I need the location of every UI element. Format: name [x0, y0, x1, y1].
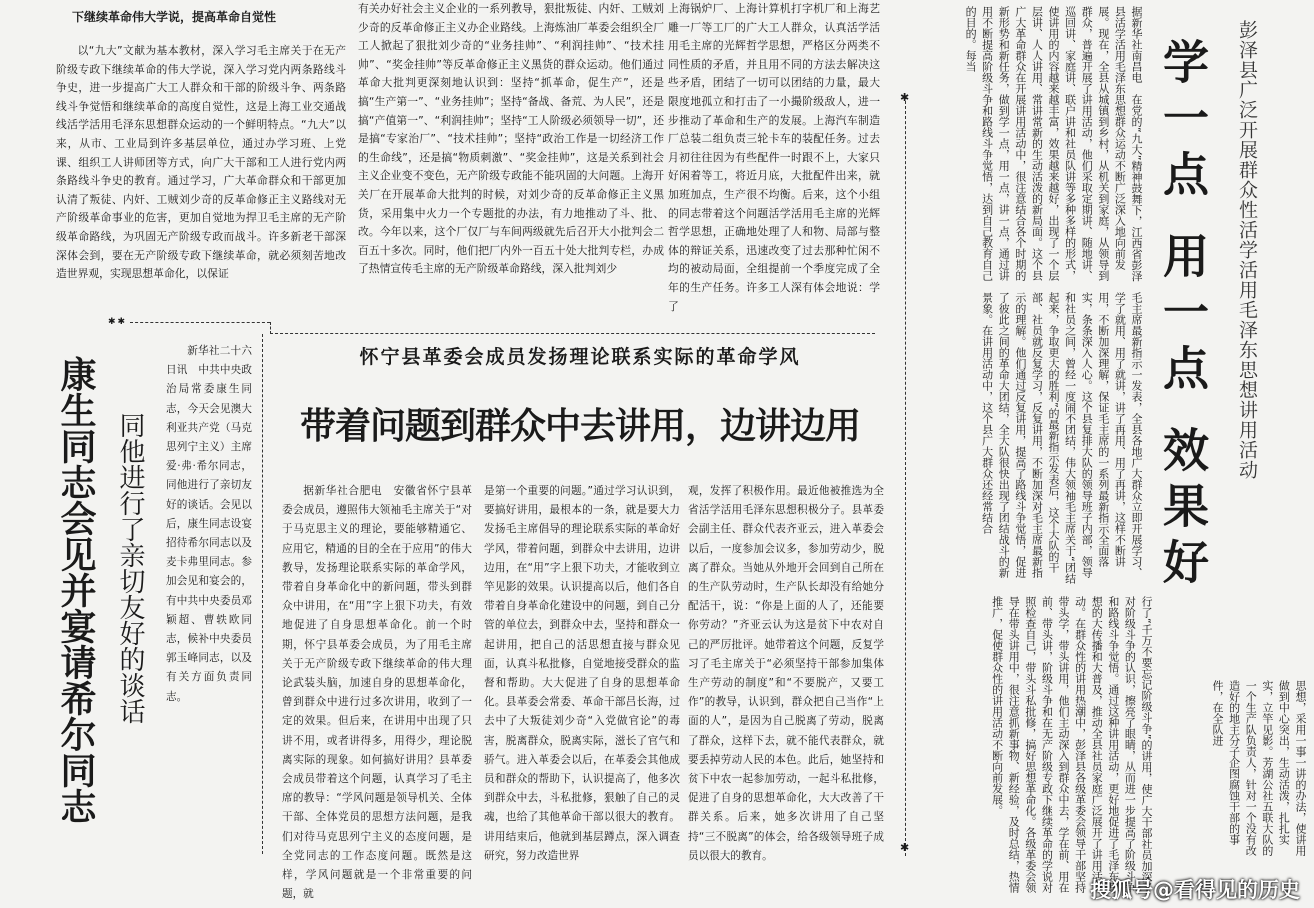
middle-article-column-1: 据新华社合肥电 安徽省怀宁县革委会成员，遵照伟大领袖毛主席关于“对于马克思主义的理论，要能够精通它、应用它，精通的目的全在于应用”的伟大教导，发扬理论联系实际的革命学风，带着自身革命化中的新问题，带头到群众中讲用，在“用”字上狠下功夫，有效地促进了自身思想革命化。前一个时期，怀宁县革委会成员，为了用毛主席关于无产阶级专政下继续革命的伟大理论武装头脑，加速自身的思想革命化，曾到群众中进行过多次讲用，收到了一定的效果。但后来，在讲用中出现了只讲不用，或者讲得多，用得少，理论脱离实际的现象。如何搞好讲用？县革委会成员带着这个问题，认真学习了毛主席的教导：“学风问题是领导机关、全体干部、全体党员的思想方法问题，是我们对待马克思列宁主义的态度问题，是全党同志的工作态度问题。既然是这样，学风问题就是一个非常重要的问题，就 [282, 485, 472, 901]
watermark: 搜狐号@看得见的历史 [1090, 878, 1300, 902]
right-article-headline: 学一点 用一点 效果好 [1156, 38, 1210, 595]
divider-star: ✱ [900, 91, 910, 104]
right-article-column-b: 毛主席最新指示一发表，全县各地广大群众立即开展学习、学了就用、用了就讲，讲了再用、用了再讲，这样不断讲用，不断加深理解，保证毛主席的一系列最新指示全面落实，条条深入人心。这个县复排大队的领导班子内部，领导和社员之间，曾经一度闹不团结，伟大领袖毛主席关于“团结起来，争取更大的胜利”的最新指示发表后，这个大队的干部、社员就反复学习，反复讲用，不断加深对毛主席最新指示的理解。他们通过反复讲用，提高了路线斗争觉悟，促进了彼此之间的革命大团结，全大队很快出现了团结战斗的新景象。在讲用活动中，这个县广大群众还经常结合 [980, 292, 1143, 584]
middle-article-column-2: 是第一个重要的问题。”通过学习认识到，要搞好讲用，最根本的一条，就是要大力发扬毛主席倡导的理论联系实际的革命好学风，带着问题，到群众中去讲用，边讲边用，在“用”字上狠下功夫，才能收到立竿见影的效果。认识提高以后，他们各自带着自身革命化建设中的问题，到自己分管的单位去，到群众中去，坚持和群众一起讲用，把自己的活思想直接与群众见面，认真斗私批修，自觉地接受群众的监督和帮助。大大促进了自身的思想革命化。县革委会常委、革命干部吕长海，过去中了大叛徒刘少奇“入党做官论”的毒害，脱离群众，脱离实际，滋长了官气和骄气。进入革委会以后，在革委会其他成员和群众的帮助下，认识提高了，他多次到群众中去，斗私批修，狠触了自己的灵魂，也给了其他革命干部以很大的教育。讲用结束后，他就到基层蹲点，深入调查研究，努力改造世界 [484, 485, 680, 862]
left-article-body: 新华社二十六日讯 中共中央政治局常委康生同志，今天会见澳大利亚共产党（马克思列宁主义）主席爱·弗·希尔同志，同他进行了亲切友好的谈话。会见以后，康生同志设宴招待希尔同志以及麦卡弗里同志。参加会见和宴会的，有中共中央委员邓颖超、曹轶欧同志，候补中央委员郭玉峰同志，以及有关方面负责同志。 [166, 345, 252, 703]
article-column-1: 以“九大”文献为基本教材，深入学习毛主席关于在无产阶级专政下继续革命的伟大学说，深入学习党内两条路线斗争史，进一步提高广大工人群众和干部的阶级斗争、两条路线斗争觉悟和继续革命的高度自觉性，这是上海工业交通战线活学活用毛泽东思想群众运动的一个鲜明特点。“九大”以来，从市、工业局到许多基层单位，通过办学习班、上党课、组织工人讲师团等方式，向广大干部和工人进行党内两条路线斗争史的教育。通过学习，广大革命群众和干部更加认清了叛徒、内奸、工贼刘少奇的反革命修正主义路线对无产阶级革命事业的危害，更加自觉地为捍卫毛主席的无产阶级革命路线，为巩固无产阶级专政而战斗。许多新老干部深深体会到，要在无产阶级专政下继续革命，就必须刻苦地改造世界观，实现思想革命化，以保证 [56, 44, 346, 281]
right-article-column-a: 据新华社南昌电 在党的“九大”精神鼓舞下，江西省彭泽县活学活用毛泽东思想群众运动不断广泛深入地向前发展。现在，全县从城镇到乡村，从机关到家庭，从领导到群众，普遍开展了讲用活动，他们采取定期讲、随地讲、巡回讲、家庭讲、联户讲和社员队讲等多种多样的形式，使讲用的内容越来越丰富，效果越来越好，出现了一个层层讲、人人讲用、常讲常新的生动活泼的新局面。这个县广大革命群众在开展讲用活动中，很注意结合各个时期的新形势和新任务，做到学一点，用一点，讲一点，通过讲用不断提高阶级斗争和路线斗争觉悟，达到自己教育自己的目的。每当 [964, 6, 1143, 282]
section-divider [262, 334, 263, 854]
divider-star: ✱ [900, 841, 910, 854]
right-article-kicker: 彭泽县广泛开展群众性活学活用毛泽东思想讲用活动 [1236, 20, 1258, 480]
right-article-column-d: 思想，采用一事一讲的办法，使讲用做到中心突出，生动活泼，扎扎实实，立竿见影。芳湖公社五联大队的一个生产队负责人，针对一个没有改造好的地主分子企图腐蚀干部的事件，在全队进 [1211, 680, 1307, 856]
left-article-headline: 康生同志会见并宴请希尔同志 [55, 356, 96, 824]
top-left-subhead: 下继续革命伟大学说，提高革命自觉性 [72, 10, 277, 24]
column-divider [905, 96, 906, 856]
left-article-subhead: 同他进行了亲切友好的谈话 [115, 412, 145, 724]
section-divider [130, 322, 270, 323]
middle-article-column-3: 观，发挥了积极作用。最近他被推选为全省活学活用毛泽东思想积极分子。县革委会副主任、群众代表齐亚云，进入革委会以后，一度参加会议多，参加劳动少，脱离了群众。当她从外地开会回到自己所在的生产队劳动时，生产队长却没有给她分配活干，说：“你是上面的人了，还能要你劳动？”齐亚云认为这是贫下中农对自己的严厉批评。她带着这个问题，反复学习了毛主席关于“必须坚持干部参加集体生产劳动的制度”和“不要脱产，又要工作”的教导，认识到，群众把自己当作“上面的人”，是因为自己脱离了劳动，脱离了群众，这样下去，就不能代表群众，就要丢掉劳动人民的本色。此后，她坚持和贫下中农一起参加劳动，一起斗私批修，促进了自身的思想革命化，大大改善了干群关系。后来，她多次讲用了自己坚持“三不脱离”的体会，给各级领导班子成员以很大的教育。 [688, 485, 884, 862]
article-column-2: 有关办好社会主义企业的一系列教导，狠批叛徒、内奸、工贼刘少奇的反革命修正主义办企业路线。上海炼油厂革委会组织全厂工人掀起了狠批刘少奇的“业务挂帅”、“利润挂帅”、“技术挂帅”、“奖金挂帅”等反革命修正主义黑货的群众运动。他们通过革命大批判更深刻地认识到：坚持“抓革命，促生产”，还是搞“生产第一”、“业务挂帅”；坚持“备战、备荒、为人民”，还是搞“产值第一”、“利润挂帅”；坚持“工人阶级必须领导一切”，还是搞“专家治厂”、“技术挂帅”；坚持“政治工作是一切经济工作的生命线”，还是搞“物质刺激”、“奖金挂帅”，这是关系到社会主义企业变不变色，无产阶级专政能不能巩固的大问题。上海开关厂在开展革命大批判的时候，对刘少奇的反革命修正主义黑货，采用集中火力一个专题批的办法，有力地推动了斗、批、改。今年以来，这个厂仅厂与车间两级就先后召开大小批判会二百五十多次。同时，他们把厂内外一百五十处大批判专栏，办成了热情宣传毛主席的无产阶级革命路线，深入批判刘少 [358, 2, 664, 276]
section-divider [270, 322, 271, 334]
section-divider [270, 333, 875, 334]
middle-article-headline: 带着问题到群众中去讲用，边讲边用 [299, 406, 860, 447]
middle-article-kicker: 怀宁县革委会成员发扬理论联系实际的革命学风 [359, 346, 801, 368]
article-column-3: 上海锅炉厂、上海计算机打字机厂和上海艺雕一厂等工厂的广大工人群众，认真活学活用毛主席的光辉哲学思想，严格区分两类不同性质的矛盾，并且用不同的方法去解决这些矛盾，团结了一切可以团结的力量，最大限度地孤立和打击了一小撮阶级敌人，进一步推动了革命和生产的发展。上海汽车制造厂总装二组负责三轮卡车的装配任务。过去月初往往因为有些配件一时跟不上，大家只好闲着等工，将近月底，大批配件出来，就加班加点，生产很不均衡。后来，这个小组的同志带着这个问题活学活用毛主席的光辉哲学思想，正确地处理了人和物、局部与整体的辩证关系，迅速改变了过去那种忙闲不均的被动局面，全组提前一个季度完成了全年的生产任务。许多工人深有体会地说：学了 [668, 2, 880, 313]
divider-stars: ✱✱ [108, 317, 128, 327]
right-article-column-c: 行了“千万不要忘记阶级斗争”的讲用，使广大干部社员加深了对阶级斗争的认识，擦亮了眼睛，从而进一步提高了阶级斗争和路线斗争觉悟。通过这种讲用活动，更好地促进了毛泽东思想的大传播和大普及，推动全县社员家庭广泛展开了讲用活动。在群众性的讲用热潮中，彭泽县各级革委会领导干部坚持带头学，带头讲用，他们主动深入到群众中去，学在前、用在前、带头讲，阶级斗争和在无产阶级专政下继续革命的学说对照检查自己，带头斗私批修，搞好思想革命化。各级革委会领导在带头讲用中，很注意抓新事物、新经验，及时总结，热情推广，促使群众性的讲用活动不断向前发展。 [990, 596, 1153, 894]
